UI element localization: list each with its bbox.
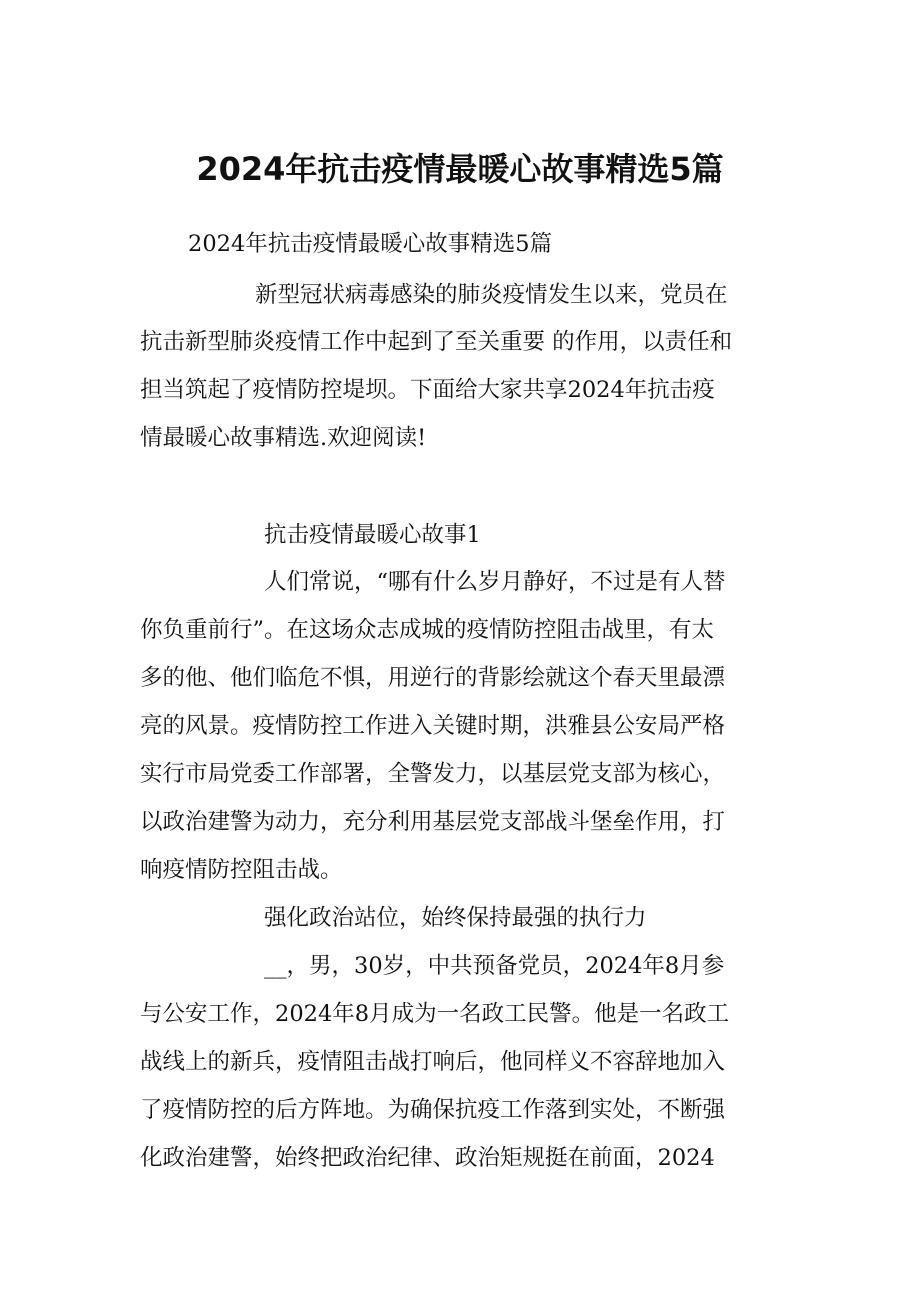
paragraph-line: 化政治建警，始终把政治纪律、政治矩规挺在前面，2024: [140, 1145, 715, 1171]
section-subheading: 强化政治站位，始终保持最强的执行力: [264, 905, 647, 931]
paragraph-line: 你负重前行”。在这场众志成城的疫情防控阻击战里，有太: [140, 617, 715, 643]
paragraph-line: 战线上的新兵，疫情阻击战打响后，他同样义不容辞地加入: [140, 1049, 726, 1075]
section-heading: 抗击疫情最暖心故事1: [264, 522, 481, 548]
paragraph-line: 与公安工作，2024年8月成为一名政工民警。他是一名政工: [140, 1001, 730, 1027]
paragraph-line: 实行市局党委工作部署，全警发力，以基层党支部为核心，: [140, 761, 726, 787]
paragraph-line: 情最暖心故事精选.欢迎阅读!: [140, 425, 427, 451]
paragraph-line: 以政治建警为动力，充分利用基层党支部战斗堡垒作用，打: [140, 809, 726, 835]
paragraph-line: 担当筑起了疫情防控堤坝。下面给大家共享2024年抗击疫: [140, 377, 715, 403]
paragraph-line: 多的他、他们临危不惧，用逆行的背影绘就这个春天里最漂: [140, 665, 726, 691]
paragraph-line: 亮的风景。疫情防控工作进入关键时期，洪雅县公安局严格: [140, 713, 726, 739]
paragraph-line: 人们常说，“哪有什么岁月静好，不过是有人替: [264, 569, 726, 595]
paragraph-line: 新型冠状病毒感染的肺炎疫情发生以来，党员在: [255, 282, 728, 308]
paragraph-line: __，男，30岁，中共预备党员，2024年8月参: [264, 953, 725, 979]
subtitle-line: 2024年抗击疫情最暖心故事精选5篇: [188, 231, 553, 257]
document-title: 2024年抗击疫情最暖心故事精选5篇: [196, 150, 724, 188]
paragraph-line: 抗击新型肺炎疫情工作中起到了至关重要 的作用，以责任和: [140, 329, 733, 355]
paragraph-line: 了疫情防控的后方阵地。为确保抗疫工作落到实处，不断强: [140, 1097, 726, 1123]
paragraph-line: 响疫情防控阻击战。: [140, 857, 343, 883]
